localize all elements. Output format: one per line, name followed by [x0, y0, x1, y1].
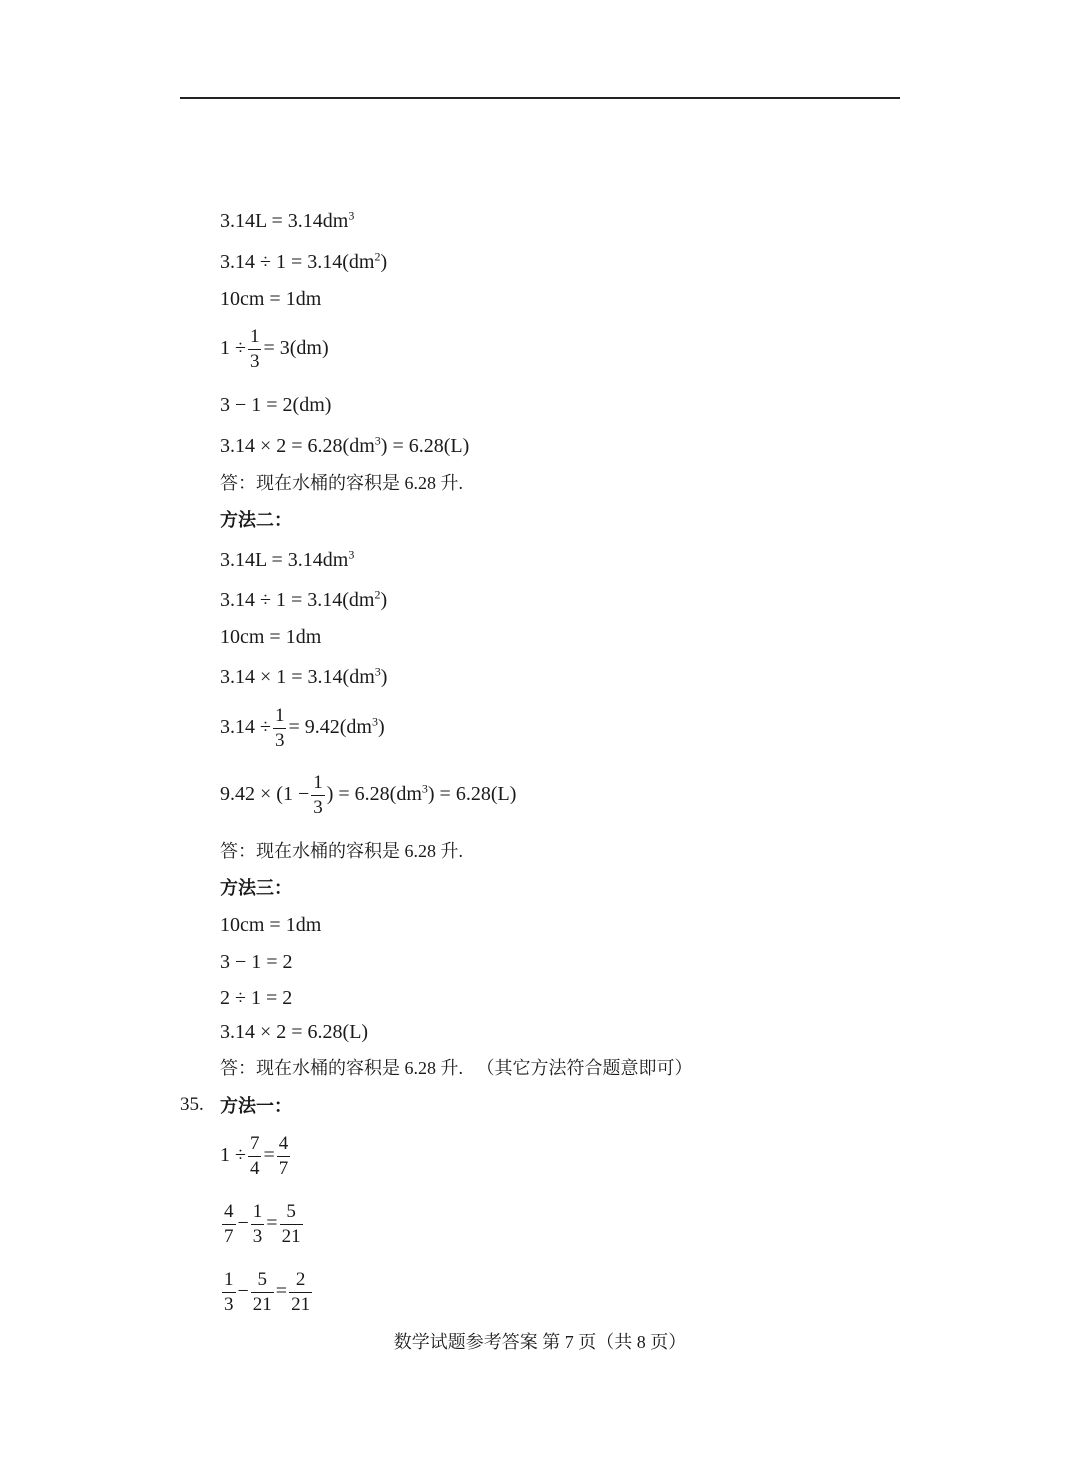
fraction: $\frac{4}{7}$ — [224, 1201, 234, 1247]
m1-line-6: $3.14 \times 2 = 6.28(dm^3) = 6.28(L)$ — [220, 433, 470, 457]
fraction: $\frac{1}{3}$ — [313, 772, 323, 818]
m2-line-1: $3.14L = 3.14dm^3$ — [220, 547, 355, 571]
fraction: $\frac{4}{7}$ — [278, 1133, 289, 1179]
fraction: $\frac{1}{3}$ — [252, 1201, 263, 1247]
m3-line-2: 3 − 1 = 2 — [220, 951, 293, 973]
m1-line-2: $3.14 \div 1 = 3.14(dm^2)$ — [220, 249, 388, 273]
fraction: $\frac{7}{4}$ — [249, 1133, 260, 1179]
m3-note: （其它方法符合题意即可） — [476, 1058, 693, 1078]
fraction: $\frac{5}{21}$ — [281, 1201, 301, 1247]
question-number: 35. — [180, 1094, 204, 1115]
m3-line-1: 10cm = 1dm — [220, 914, 322, 936]
fraction: $\frac{2}{21}$ — [291, 1269, 311, 1315]
q35-heading: 方法一： — [220, 1096, 292, 1116]
m1-line-1: $3.14L = 3.14dm^3$ — [220, 208, 355, 232]
q35-line-3: $\frac{1}{3}$ − $\frac{5}{21}$ = $\frac{2}{21}$ — [224, 1269, 311, 1315]
fraction: $\frac{1}{3}$ — [274, 705, 285, 751]
fraction: $\frac{5}{21}$ — [252, 1269, 272, 1315]
m1-line-4: 1 ÷ $\frac{1}{3}$ = 3(dm) — [220, 326, 329, 372]
m1-line-3: 10cm = 1dm — [220, 288, 322, 310]
m3-heading: 方法三： — [220, 878, 292, 898]
m2-line-2: $3.14 \div 1 = 3.14(dm^2)$ — [220, 587, 388, 611]
m3-line-3: 2 ÷ 1 = 2 — [220, 987, 293, 1009]
m1-line-5: 3 − 1 = 2(dm) — [220, 394, 332, 416]
m2-line-3: 10cm = 1dm — [220, 626, 322, 648]
page-footer: 数学试题参考答案 第 7 页（共 8 页） — [393, 1332, 687, 1352]
m3-answer: 答：现在水桶的容积是 6.28 升. （其它方法符合题意即可） — [220, 1058, 693, 1078]
fraction: $\frac{1}{3}$ — [224, 1269, 234, 1315]
m3-line-4: 3.14 × 2 = 6.28(L) — [220, 1021, 369, 1043]
m1-answer: 答：现在水桶的容积是 6.28 升. — [220, 473, 463, 493]
q35-line-1: 1 ÷ $\frac{7}{4}$ = $\frac{4}{7}$ — [220, 1133, 289, 1179]
m2-answer: 答：现在水桶的容积是 6.28 升. — [220, 841, 463, 861]
m2-line-5: 3.14 ÷ $\frac{1}{3}$ = $9.42(dm^3)$ — [220, 705, 385, 751]
q35-line-2: $\frac{4}{7}$ − $\frac{1}{3}$ = $\frac{5}{21}$ — [224, 1201, 301, 1247]
fraction: $\frac{1}{3}$ — [249, 326, 260, 372]
m2-line-6: 9.42 × (1 − $\frac{1}{3}$ ) = $6.28(dm^3) = 6.28(L)$ — [220, 772, 517, 818]
header-rule — [180, 97, 900, 99]
m2-heading: 方法二： — [220, 510, 292, 530]
m2-line-4: $3.14 \times 1 = 3.14(dm^3)$ — [220, 664, 388, 688]
